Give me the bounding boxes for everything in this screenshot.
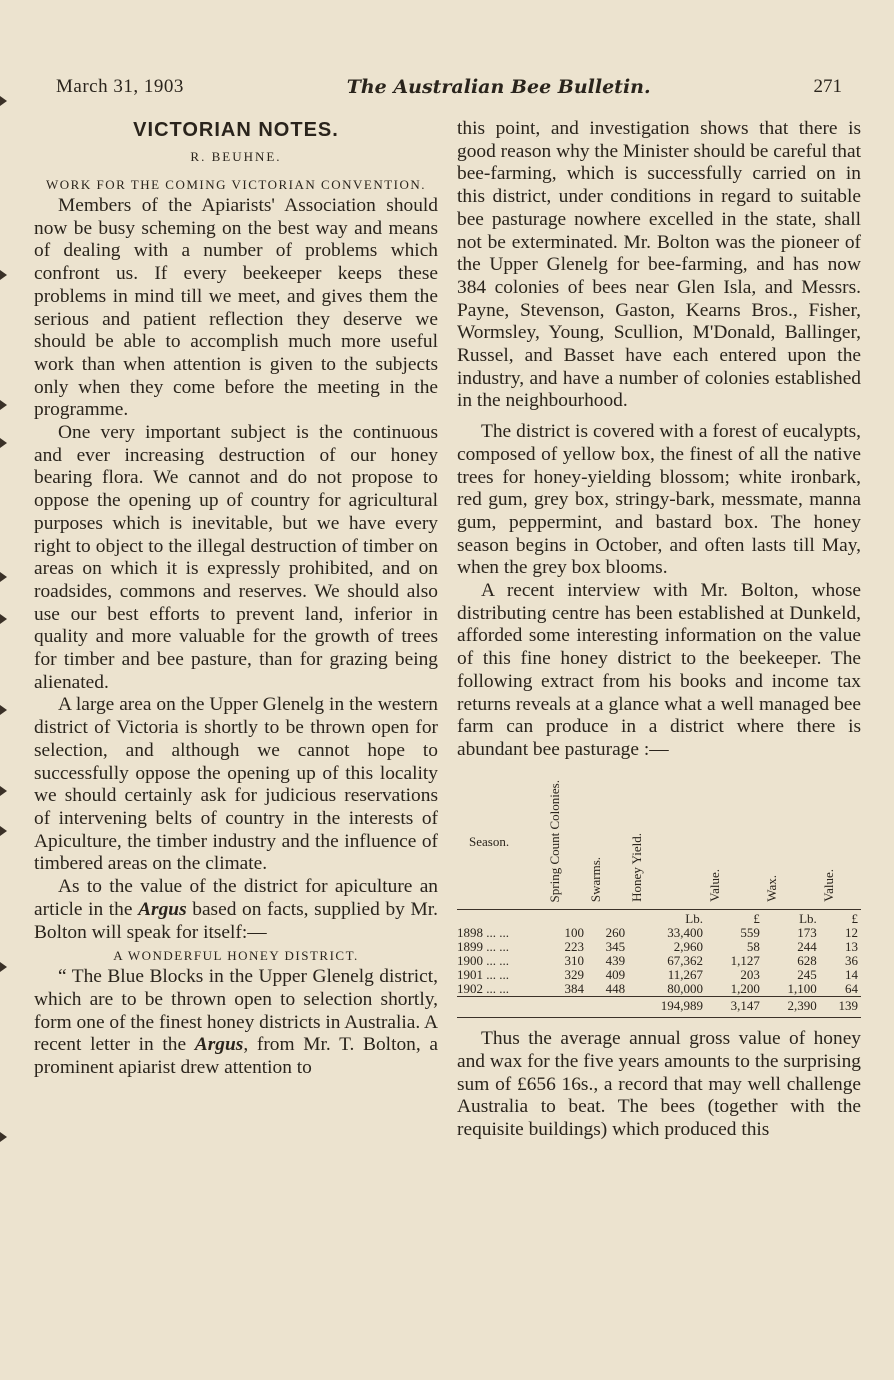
cell-swarms: 409 — [605, 967, 626, 983]
paragraph: A recent interview with Mr. Bolton, whose distributing centre has been established at Dunkeld, afforded some interesting information on the value of this fine honey district to the beekeeper. The following extract from his books and income tax returns reveals at a glance what a well managed bee farm can produce in a district where there is abundant bee pasturage :— — [457, 580, 861, 760]
cell-colonies: 100 — [564, 925, 584, 941]
cell-wax-value: 36 — [845, 953, 858, 969]
cell-wax: 245 — [797, 967, 817, 983]
paragraph: One very important subject is the continuous and ever increasing destruction of our honey bearing flora. We cannot and do not propose to oppose the opening up of country for agricultural purposes which is inevitable, but we have every right to object to the illegal destruction of timber on areas on which it is expressly prohibited, and on roadsides, commons and reserves. We should also use our best efforts to prevent land, inferior in quality and more valuable for the growth of trees for timber and bee pasture, than for grazing being alienated. — [34, 422, 438, 693]
text-run: “ The Blue Blocks in the Upper Glenelg district, which are to be thrown open to selection shortly, form one of the finest honey districts in Australia. A recent letter in the — [34, 966, 438, 1056]
col-header-honey — [628, 780, 706, 910]
unit-cell: Lb. — [685, 911, 703, 927]
text-run: As to the value of the district for apiculture an article in the — [34, 876, 438, 920]
quote-subheading: A WONDERFUL HONEY DISTRICT. — [113, 948, 359, 964]
cell-honey: 33,400 — [667, 925, 703, 941]
margin-tick-mark — [0, 614, 7, 624]
unit-cell — [587, 910, 628, 927]
table-row — [457, 954, 861, 968]
cell-honey: 80,000 — [667, 981, 703, 997]
margin-tick-mark — [0, 572, 7, 582]
rule-cell — [457, 1013, 861, 1018]
table-row — [457, 940, 861, 954]
col-header-label: Swarms. — [587, 856, 603, 903]
italic-publication: Argus — [138, 898, 187, 920]
margin-tick-mark — [0, 962, 7, 972]
unit-cell — [457, 910, 546, 927]
cell-empty — [457, 997, 546, 1014]
cell-colonies: 310 — [564, 953, 584, 969]
cell-empty — [587, 997, 628, 1014]
table-row — [457, 968, 861, 982]
cell-swarms: 260 — [605, 925, 626, 941]
cell-swarms: 448 — [605, 981, 626, 997]
cell-value: 1,200 — [730, 981, 760, 997]
cell-honey: 2,960 — [673, 939, 703, 955]
cell-wax-value: 14 — [845, 967, 858, 983]
author-byline: R. BEUHNE. — [190, 149, 282, 164]
col-header-label: Wax. — [763, 875, 779, 903]
cell-season: 1899 ... ... — [457, 939, 509, 955]
binding-margin — [0, 0, 16, 1380]
cell-wax: 173 — [797, 925, 817, 941]
cell-empty — [546, 997, 587, 1014]
cell-honey: 67,362 — [667, 953, 703, 969]
col-header-swarms — [587, 780, 628, 910]
margin-tick-mark — [0, 1132, 7, 1142]
col-header-colonies — [546, 780, 587, 910]
margin-tick-mark — [0, 270, 7, 280]
cell-value: 58 — [746, 939, 760, 955]
cell-swarms: 439 — [605, 953, 626, 969]
unit-cell: £ — [851, 911, 858, 927]
text-run: , from Mr. T. Bolton, a prominent apiarist drew attention to — [34, 1034, 439, 1079]
total-honey: 194,989 — [628, 997, 706, 1014]
cell-season: 1902 ... ... — [457, 981, 509, 997]
paragraph: this point, and investigation shows that there is good reason why the Minister should be careful that bee-farming, which is successfully carried on in this district, under conditions in regard to suitable bee pasturage nowhere excelled in the state, shall not be exterminated. Mr. Bolton was the pioneer of the Upper Glenelg for bee-farming, and has now 384 colonies of bees near Glen Isla, and Messrs. Payne, Stevenson, Gaston, Kearns Bros., Fisher, Wormsley, Young, Scullion, M'Donald, Ballinger, Russel, and Basset have each entered upon the industry, and have a number of colonies established in the neighbourhood. — [457, 118, 861, 412]
cell-colonies: 384 — [564, 981, 584, 997]
total-wax: 2,390 — [763, 997, 820, 1014]
bee-farm-table — [457, 780, 861, 1018]
units-row — [457, 910, 861, 927]
cell-wax-value: 13 — [845, 939, 858, 955]
text-run: based on facts, supplied by Mr. Bolton will speak for itself:— — [34, 898, 438, 943]
paragraph-argus — [34, 876, 438, 944]
italic-publication: Argus — [194, 1034, 244, 1056]
quote-paragraph — [34, 966, 438, 1080]
col-header-label: Value. — [820, 869, 836, 903]
journal-title: The Australian Bee Bulletin. — [346, 76, 651, 98]
paragraph: The district is covered with a forest of eucalypts, composed of yellow box, the finest of all the native trees for honey-yielding blossom; white ironbark, red gum, grey box, stringy-bark, messmate, manna gum, peppermint, and bastard box. The honey season begins in October, and often lasts till May, when the grey box blooms. — [457, 421, 861, 579]
margin-tick-mark — [0, 400, 7, 410]
cell-value: 559 — [740, 925, 760, 941]
returns-table — [457, 780, 861, 1018]
col-header-label: Honey Yield. — [629, 833, 645, 903]
cell-season: 1901 ... ... — [457, 967, 509, 983]
cell-wax: 244 — [797, 939, 817, 955]
total-value: 3,147 — [706, 997, 763, 1014]
cell-season: 1898 ... ... — [457, 925, 509, 941]
table-row — [457, 926, 861, 940]
cell-swarms: 345 — [605, 939, 626, 955]
total-wax-value: 139 — [820, 997, 861, 1014]
cell-colonies: 223 — [564, 939, 584, 955]
col-header-wax — [763, 780, 820, 910]
cell-season: 1900 ... ... — [457, 953, 509, 969]
section-subheading: WORK FOR THE COMING VICTORIAN CONVENTION. — [46, 177, 426, 192]
table-header-row — [457, 780, 861, 910]
margin-tick-mark — [0, 438, 7, 448]
col-header-label: Spring Count Colonies. — [546, 779, 562, 903]
issue-date: March 31, 1903 — [56, 76, 184, 97]
unit-cell: Lb. — [799, 911, 817, 927]
margin-tick-mark — [0, 96, 7, 106]
col-header-label: Value. — [706, 869, 722, 903]
table-row — [457, 982, 861, 997]
margin-tick-mark — [0, 826, 7, 836]
left-column — [34, 118, 438, 1080]
table-bottom-rule — [457, 1013, 861, 1018]
cell-wax-value: 64 — [845, 981, 858, 997]
col-header-wax-value — [820, 780, 861, 910]
cell-honey: 11,267 — [667, 967, 703, 983]
unit-cell: £ — [753, 911, 760, 927]
paragraph: Members of the Apiarists' Association should now be busy scheming on the best way and means of dealing with a number of problems which confront us. If every beekeeper keeps these problems in mind till we meet, and gives them the serious and patient reflection they deserve we should be able to accomplish much more useful work than when attention is given to the subjects only when they come before the meeting in the programme. — [34, 195, 438, 421]
totals-row — [457, 997, 861, 1014]
article-title: VICTORIAN NOTES. — [133, 119, 339, 141]
right-column — [457, 118, 861, 1142]
cell-colonies: 329 — [564, 967, 584, 983]
page-header — [56, 72, 842, 102]
unit-cell — [546, 910, 587, 927]
paragraph: A large area on the Upper Glenelg in the western district of Victoria is shortly to be thrown open for selection, and although we cannot hope to successfully oppose the opening up of this locality we should certainly ask for judicious reservations of intervening belts of country in the interests of Apiculture, the timber industry and the influence of timbered areas on the climate. — [34, 694, 438, 875]
cell-value: 1,127 — [730, 953, 760, 969]
cell-value: 203 — [740, 967, 760, 983]
col-header-season: Season. — [457, 780, 546, 910]
cell-wax: 1,100 — [787, 981, 817, 997]
margin-tick-mark — [0, 786, 7, 796]
col-header-value — [706, 780, 763, 910]
cell-wax-value: 12 — [845, 925, 858, 941]
paragraph: Thus the average annual gross value of honey and wax for the five years amounts to the surprising sum of £656 16s., a record that may well challenge Australia to beat. The bees (together with the requisite buildings) which produced this — [457, 1028, 861, 1140]
cell-wax: 628 — [797, 953, 817, 969]
margin-tick-mark — [0, 705, 7, 715]
page-number: 271 — [813, 76, 842, 97]
